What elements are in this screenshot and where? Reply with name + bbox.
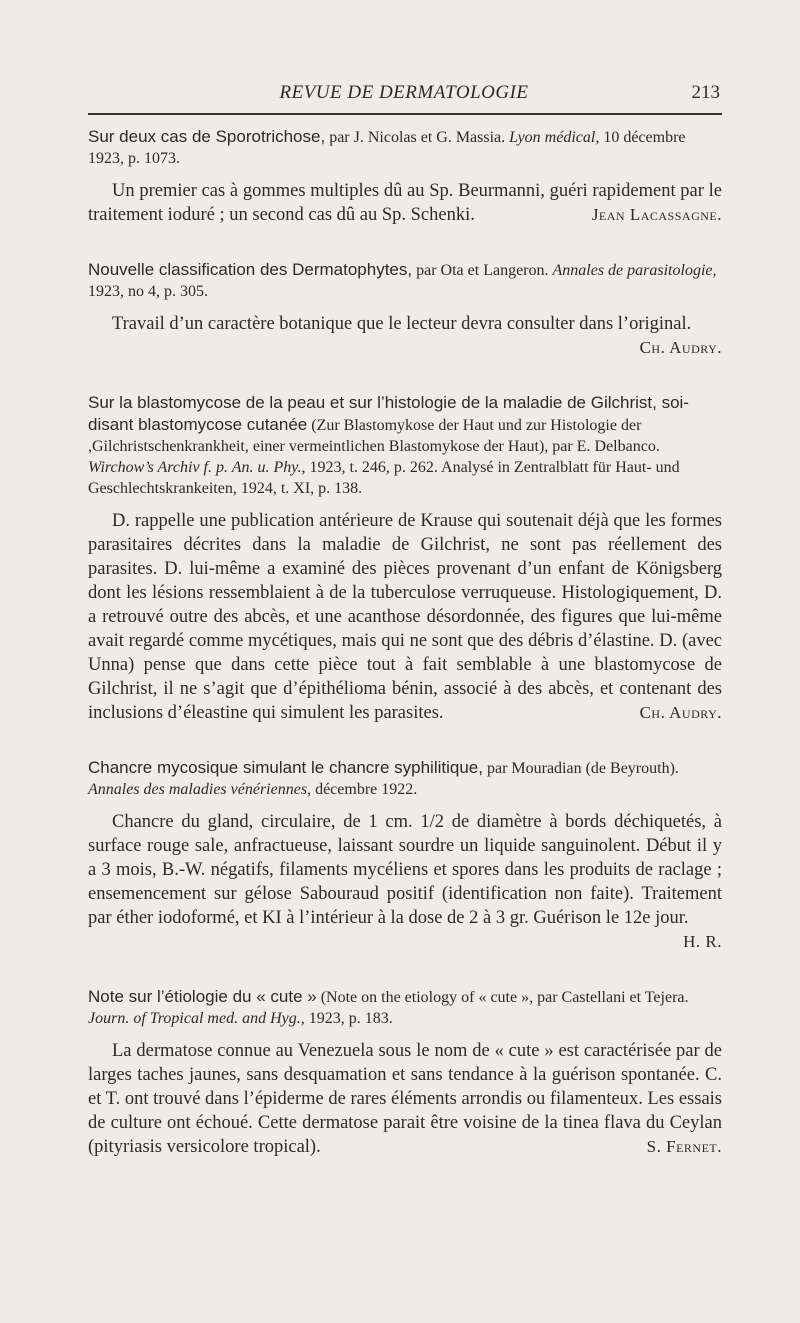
article-details: décembre 1922.	[311, 781, 418, 798]
article-cute	[88, 986, 722, 1159]
article-reference	[88, 757, 722, 800]
article-authors: (Zur Blastomykose der Haut und zur Histologie der ,Gilchristschenkrankheit, einer vermeintlichen Blastomykose der Haut), par E. Delbanco.	[88, 417, 660, 455]
article-reference	[88, 986, 722, 1029]
article-signature: S. Fernet.	[646, 1137, 722, 1156]
article-body	[88, 810, 722, 951]
page-header	[88, 82, 720, 110]
article-details: 1923, t. 246, p. 262. Analysé in Zentralblatt für Haut- und Geschlechtskrankeiten, 1924, t. XI, p. 138.	[88, 459, 680, 497]
article-signature: Ch. Audry.	[639, 703, 722, 722]
article-body-text: D. rappelle une publication antérieure de Krause qui soutenait déjà que les formes parasitaires décrites dans la maladie de Gilchrist, ne sont pas réellement des parasites. D. lui-même a examiné des pièces provenant d’un enfant de Königsberg dont les lésions ressemblaient à de la tuberculose verruqueuse. Histologiquement, D. a retrouvé outre des abcès, et une acanthose désordonnée, des figures que lui-même avait regardé comme mycétiques, mais qui ne sont que des débris d’élastine. D. (avec Unna) pense que dans cette pièce tout à fait semblable à une blastomycose de Gilchrist, il ne s’agit que d’épithélioma bénin, associé à des abcès, et contenant des inclusions d’éleastine qui simulent les parasites.	[88, 511, 722, 723]
article-authors: (Note on the etiology of « cute », par Castellani et Tejera.	[316, 989, 689, 1006]
article-heading: Nouvelle classification des Dermatophytes,	[88, 260, 413, 279]
article-details: 10 décembre 1923, p. 1073.	[88, 129, 686, 167]
page-content	[88, 126, 722, 1191]
article-sporotrichose	[88, 126, 722, 227]
article-heading: Note sur l’étiologie du « cute »	[88, 987, 317, 1006]
article-body-text: Un premier cas à gommes multiples dû au Sp. Beurmanni, guéri rapidement par le traitement ioduré ; un second cas dû au Sp. Schenki.	[88, 181, 722, 225]
journal-title: REVUE DE DERMATOLOGIE	[279, 82, 529, 103]
article-body	[88, 1039, 722, 1159]
article-heading: Sur deux cas de Sporotrichose,	[88, 127, 326, 146]
article-signature: Jean Lacassagne.	[591, 205, 722, 224]
article-reference	[88, 259, 722, 302]
article-details: 1923, no 4, p. 305.	[88, 283, 208, 300]
article-reference	[88, 392, 722, 499]
article-body-text: La dermatose connue au Venezuela sous le nom de « cute » est caractérisée par de larges taches jaunes, sans desquamation et sans tendance à la guérison spontanée. C. et T. ont trouvé dans l’épiderme de rares éléments arrondis ou filamenteux. Les essais de culture ont échoué. Cette dermatose parait être voisine de la tinea flava du Ceylan (pityriasis versicolore tropical).	[88, 1041, 722, 1157]
article-source: Lyon médical,	[509, 129, 600, 146]
header-rule	[88, 113, 722, 115]
page-number: 213	[691, 82, 720, 103]
article-authors: par J. Nicolas et G. Massia.	[325, 129, 510, 146]
article-body-text: Travail d’un caractère botanique que le lecteur devra consulter dans l’original.	[112, 314, 692, 334]
article-signature: H. R.	[683, 932, 722, 951]
article-signature: Ch. Audry.	[639, 338, 722, 357]
article-source: Wirchow’s Archiv f. p. An. u. Phy.,	[88, 459, 306, 476]
article-body-text: Chancre du gland, circulaire, de 1 cm. 1/2 de diamètre à bords déchiquetés, à surface rouge sale, anfractueuse, laissant sourdre un liquide sanguinolent. Début il y a 3 mois, B.-W. négatifs, filaments mycéliens et spores dans les produits de raclage ; ensemencement sur gélose Sabouraud positif (identification non faite). Traitement par éther iodoformé, et KI à l’intérieur à la dose de 2 à 3 gr. Guérison le 12e jour.	[88, 812, 722, 928]
article-heading: Sur la blastomycose de la peau et sur l’histologie de la maladie de Gilchrist, soi-disant blastomycose cutanée	[88, 393, 689, 434]
article-source: Annales de parasitologie,	[552, 262, 717, 279]
article-heading: Chancre mycosique simulant le chancre syphilitique,	[88, 758, 483, 777]
article-blastomycose	[88, 392, 722, 725]
article-body	[88, 179, 722, 227]
article-authors: par Mouradian (de Beyrouth).	[482, 760, 679, 777]
article-source: Annales des maladies vénériennes,	[88, 781, 312, 798]
article-authors: par Ota et Langeron.	[412, 262, 553, 279]
article-dermatophytes	[88, 259, 722, 360]
article-body	[88, 312, 722, 357]
article-source: Journ. of Tropical med. and Hyg.,	[88, 1010, 305, 1027]
article-details: 1923, p. 183.	[304, 1010, 393, 1027]
article-chancre	[88, 757, 722, 954]
article-body	[88, 509, 722, 725]
article-reference	[88, 126, 722, 169]
